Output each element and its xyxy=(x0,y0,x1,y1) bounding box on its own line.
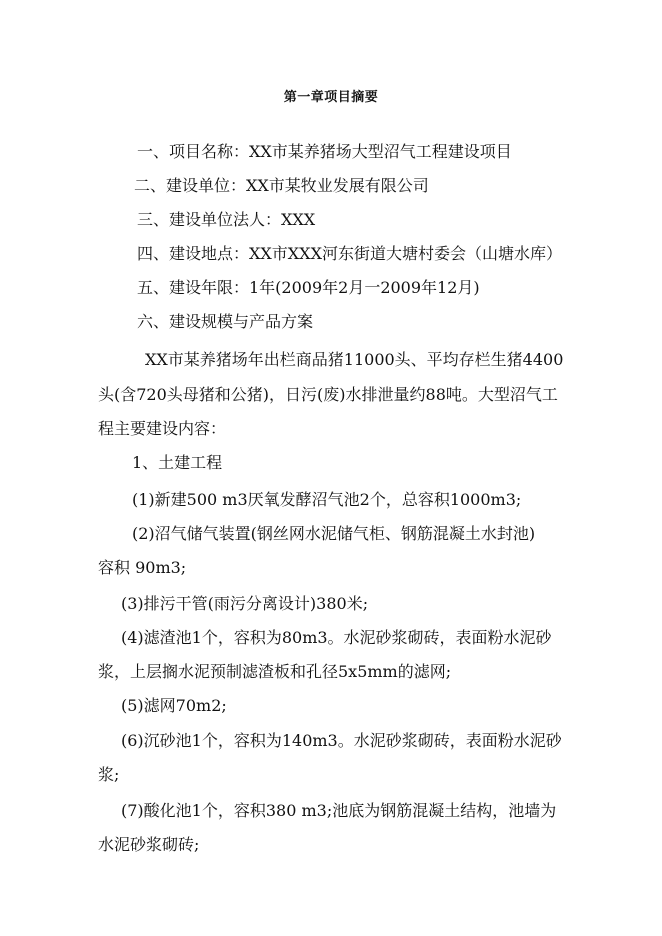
list-item: (3)排污干管(雨污分离设计)380米; xyxy=(121,594,369,613)
summary-item-scale: 六、建设规模与产品方案 xyxy=(137,312,314,331)
list-item: (4)滤渣池1个，容积为80m3。水泥砂浆砌砖，表面粉水泥砂 xyxy=(121,628,552,647)
section-heading: 1、土建工程 xyxy=(132,453,223,472)
list-item-continuation: 浆，上层搁水泥预制滤渣板和孔径5x5mm的滤网; xyxy=(98,662,452,681)
summary-item-project-name: 一、项目名称：XX市某养猪场大型沼气工程建设项目 xyxy=(137,142,512,161)
summary-item-duration: 五、建设年限：1年(2009年2月一2009年12月) xyxy=(137,278,480,297)
list-item: (7)酸化池1个，容积380 m3;池底为钢筋混凝土结构，池墙为 xyxy=(121,801,557,820)
list-item-continuation: 浆; xyxy=(98,765,120,784)
list-item-continuation: 容积 90m3; xyxy=(98,558,187,577)
list-item: (5)滤网70m2; xyxy=(121,696,227,715)
intro-line: XX市某养猪场年出栏商品猪11000头、平均存栏生猪4400 xyxy=(145,350,564,369)
list-item: (6)沉砂池1个，容积为140m3。水泥砂浆砌砖，表面粉水泥砂 xyxy=(121,731,562,750)
list-item: (2)沼气储气装置(钢丝网水泥储气柜、钢筋混凝土水封池) xyxy=(132,524,536,543)
chapter-title: 第一章项目摘要 xyxy=(283,90,379,105)
summary-item-legal-person: 三、建设单位法人：XXX xyxy=(137,210,316,229)
intro-line: 头(含720头母猪和公猪)，日污(废)水排泄量约88吨。大型沼气工 xyxy=(98,385,558,404)
list-item-continuation: 水泥砂浆砌砖; xyxy=(98,835,200,854)
list-item: (1)新建500 m3厌氧发酵沼气池2个，总容积1000m3; xyxy=(132,490,522,509)
intro-line: 程主要建设内容： xyxy=(98,419,227,438)
summary-item-location: 四、建设地点：XX市XXX河东街道大塘村委会（山塘水库） xyxy=(137,244,562,263)
summary-item-construction-unit: 二、建设单位：XX市某牧业发展有限公司 xyxy=(134,176,429,195)
